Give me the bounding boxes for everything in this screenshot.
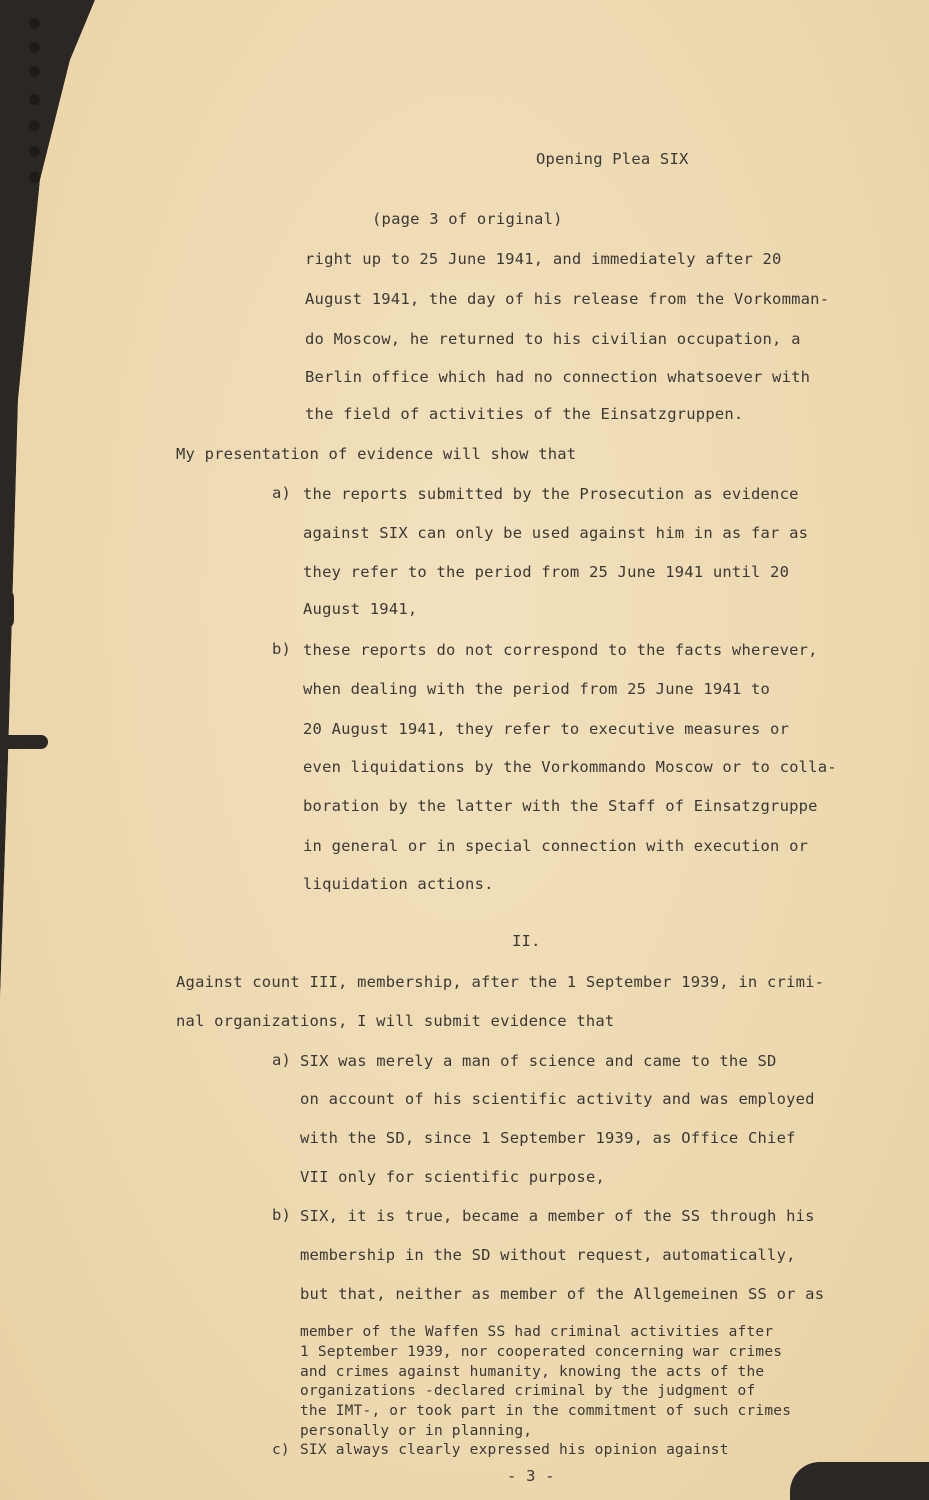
page-number: - 3 - <box>507 1467 555 1485</box>
torn-edge-mark <box>0 588 14 630</box>
item-line: even liquidations by the Vorkommando Moscow or to colla- <box>303 758 837 776</box>
count-line: Against count III, membership, after the 1 September 1939, in crimi- <box>176 973 825 991</box>
item-marker: c) <box>272 1442 290 1458</box>
item-line: August 1941, <box>303 600 418 618</box>
item-line: and crimes against humanity, knowing the acts of the <box>300 1364 765 1380</box>
intro-line: do Moscow, he returned to his civilian occupation, a <box>305 330 801 348</box>
item-marker: b) <box>272 640 292 658</box>
item-line: 1 September 1939, nor cooperated concerning war crimes <box>300 1344 783 1360</box>
evidence-intro: My presentation of evidence will show that <box>176 445 577 463</box>
page-reference: (page 3 of original) <box>372 210 563 228</box>
item-line: the reports submitted by the Prosecution as evidence <box>303 485 799 503</box>
item-line: SIX always clearly expressed his opinion against <box>300 1442 729 1458</box>
intro-line: the field of activities of the Einsatzgruppen. <box>305 405 744 423</box>
item-line: membership in the SD without request, automatically, <box>300 1246 796 1264</box>
item-line: in general or in special connection with execution or <box>303 837 809 855</box>
intro-line: right up to 25 June 1941, and immediately after 20 <box>305 250 782 268</box>
item-line: SIX was merely a man of science and came to the SD <box>300 1052 777 1070</box>
binder-holes <box>0 0 60 240</box>
intro-line: Berlin office which had no connection whatsoever with <box>305 368 811 386</box>
item-line: the IMT-, or took part in the commitment of such crimes <box>300 1403 792 1419</box>
item-line: VII only for scientific purpose, <box>300 1168 606 1186</box>
item-line: 20 August 1941, they refer to executive measures or <box>303 720 790 738</box>
item-line: with the SD, since 1 September 1939, as Office Chief <box>300 1129 796 1147</box>
item-line: SIX, it is true, became a member of the SS through his <box>300 1207 815 1225</box>
item-marker: b) <box>272 1206 292 1224</box>
item-line: when dealing with the period from 25 June 1941 to <box>303 680 771 698</box>
item-line: but that, neither as member of the Allgemeinen SS or as <box>300 1285 825 1303</box>
item-line: member of the Waffen SS had criminal activities after <box>300 1324 774 1340</box>
item-line: against SIX can only be used against him in as far as <box>303 524 809 542</box>
count-line: nal organizations, I will submit evidence that <box>176 1012 615 1030</box>
item-marker: a) <box>272 484 292 502</box>
item-line: boration by the latter with the Staff of Einsatzgruppe <box>303 797 818 815</box>
page-title: Opening Plea SIX <box>536 150 689 168</box>
item-line: on account of his scientific activity and was employed <box>300 1090 815 1108</box>
item-line: these reports do not correspond to the facts wherever, <box>303 641 818 659</box>
torn-edge-mark <box>0 735 48 749</box>
item-line: personally or in planning, <box>300 1423 533 1439</box>
item-line: organizations -declared criminal by the judgment of <box>300 1383 756 1399</box>
torn-corner-mark <box>790 1462 929 1500</box>
intro-line: August 1941, the day of his release from the Vorkomman- <box>305 290 830 308</box>
section-heading: II. <box>512 932 541 950</box>
item-line: liquidation actions. <box>303 875 494 893</box>
item-line: they refer to the period from 25 June 1941 until 20 <box>303 563 790 581</box>
item-marker: a) <box>272 1051 292 1069</box>
